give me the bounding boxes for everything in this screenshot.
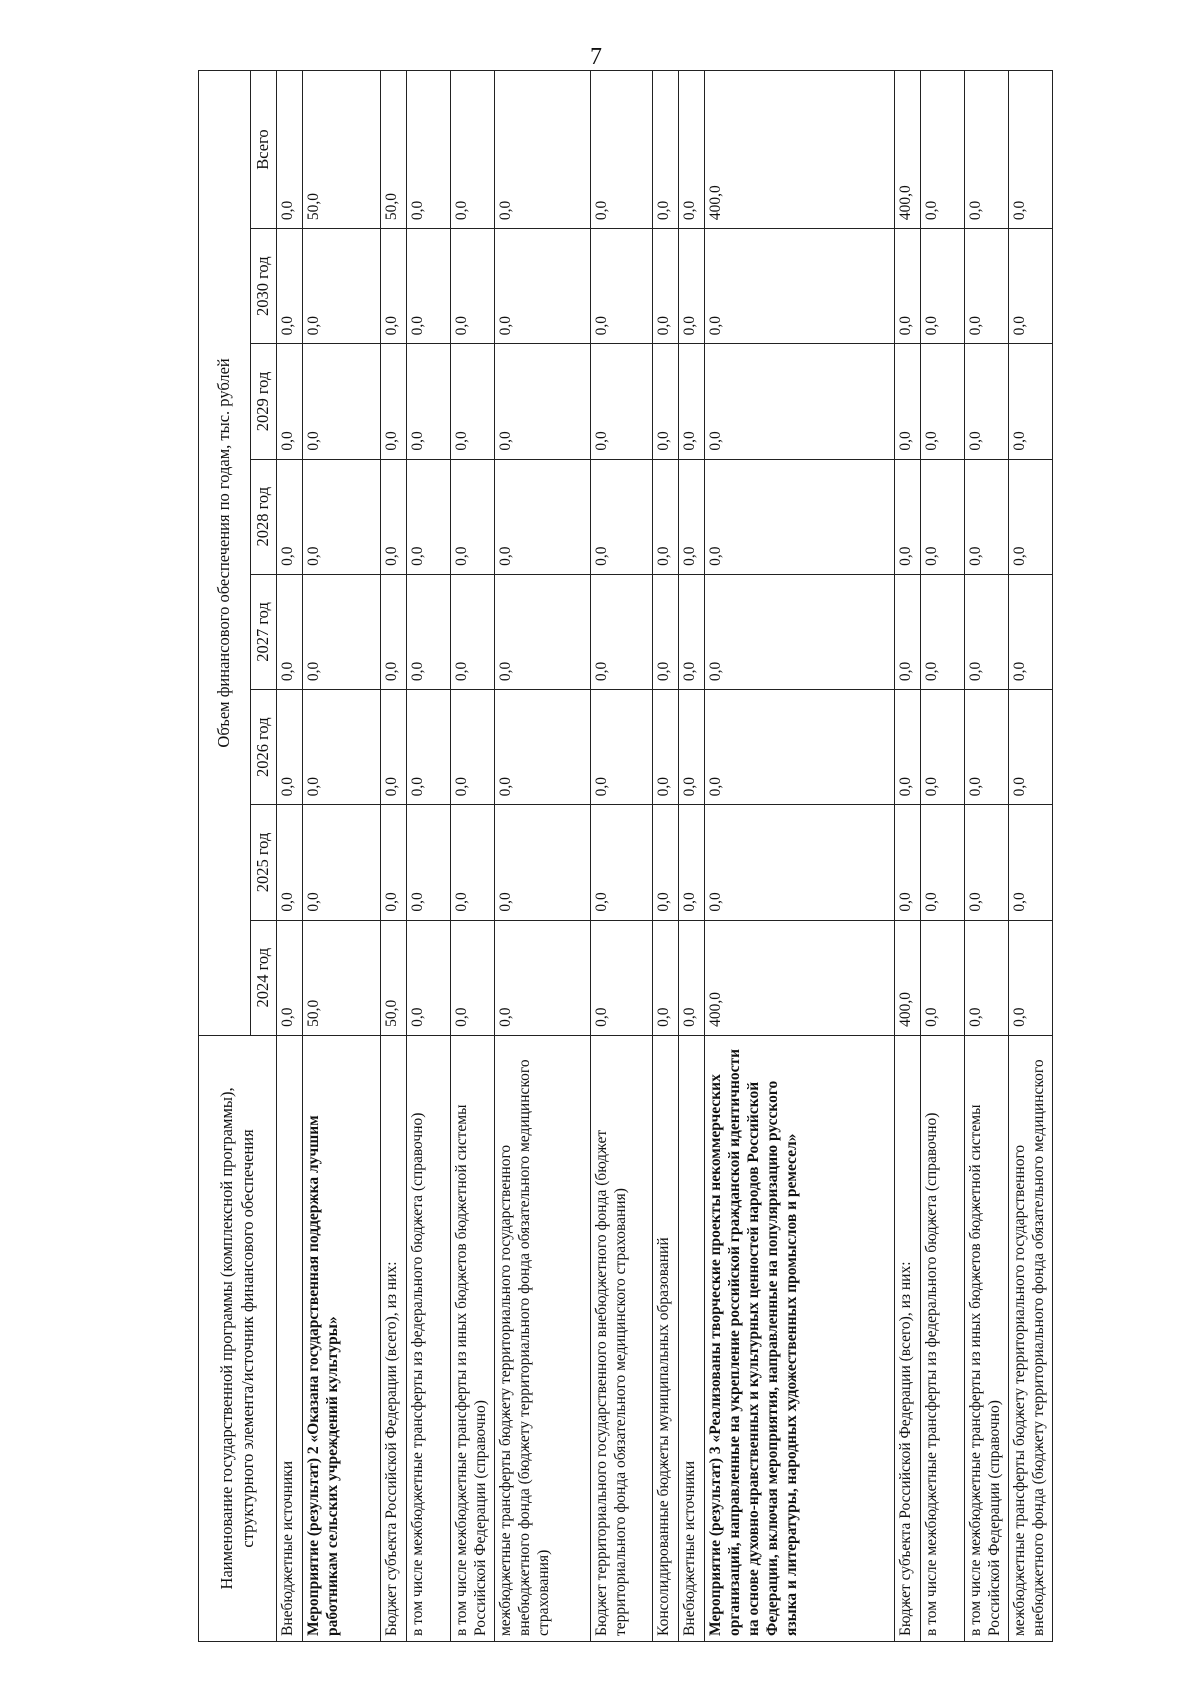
value-cell: 0,0 (653, 690, 679, 805)
value-cell: 0,0 (705, 805, 895, 920)
value-cell: 0,0 (965, 805, 1009, 920)
row-name-cell: Бюджет территориального государственного внебюджетного фонда (бюджет территориального фонда обязательного медицинского страхования) (591, 1035, 653, 1641)
value-cell: 50,0 (303, 920, 381, 1035)
value-cell: 0,0 (591, 805, 653, 920)
row-name-cell: межбюджетные трансферты бюджету территориального государственного внебюджетного фонда (бюджету территориального фонда обязательного медицинского (1009, 1035, 1053, 1641)
value-cell: 0,0 (653, 71, 679, 229)
row-name-cell: Бюджет субъекта Российской Федерации (всего), из них: (895, 1035, 921, 1641)
value-cell: 0,0 (381, 229, 407, 344)
value-cell: 0,0 (653, 920, 679, 1035)
row-name-cell: в том числе межбюджетные трансферты из федерального бюджета (справочно) (407, 1035, 451, 1641)
value-cell: 0,0 (495, 344, 591, 459)
value-cell: 0,0 (921, 71, 965, 229)
year-header: 2028 год (251, 459, 277, 574)
value-cell: 0,0 (705, 690, 895, 805)
value-cell: 0,0 (407, 344, 451, 459)
value-cell: 0,0 (1009, 344, 1053, 459)
value-cell: 0,0 (303, 229, 381, 344)
value-cell: 0,0 (451, 690, 495, 805)
value-cell: 0,0 (679, 574, 705, 689)
value-cell: 0,0 (591, 920, 653, 1035)
value-cell: 0,0 (451, 574, 495, 689)
value-cell: 50,0 (381, 71, 407, 229)
value-cell: 0,0 (407, 920, 451, 1035)
value-cell: 400,0 (705, 71, 895, 229)
value-cell: 0,0 (303, 574, 381, 689)
value-cell: 0,0 (679, 920, 705, 1035)
table-row (303, 71, 381, 1642)
value-cell: 0,0 (495, 459, 591, 574)
value-cell: 0,0 (277, 71, 303, 229)
value-cell: 0,0 (895, 805, 921, 920)
value-cell: 400,0 (705, 920, 895, 1035)
value-cell: 0,0 (679, 805, 705, 920)
value-cell: 0,0 (895, 344, 921, 459)
table-row (653, 71, 679, 1642)
year-header: 2029 год (251, 344, 277, 459)
value-cell: 0,0 (895, 574, 921, 689)
value-cell: 0,0 (1009, 574, 1053, 689)
value-cell: 0,0 (451, 344, 495, 459)
year-header: 2026 год (251, 690, 277, 805)
value-cell: 0,0 (451, 920, 495, 1035)
value-cell: 0,0 (495, 690, 591, 805)
year-header: 2025 год (251, 805, 277, 920)
value-cell: 0,0 (407, 574, 451, 689)
value-cell: 0,0 (381, 459, 407, 574)
value-cell: 0,0 (965, 690, 1009, 805)
financing-table (198, 70, 1053, 1642)
row-name-cell: Мероприятие (результат) 3 «Реализованы творческие проекты некоммерческих организаций, направленные на укрепление российской гражданской идентичности на основе духовно-нравственных и культурных ценностей народов Российской Федерации, включая мероприятия, направленные на популяризацию русского языка и литературы, народных художественных промыслов и ремесел» (705, 1035, 895, 1641)
value-cell: 0,0 (921, 344, 965, 459)
value-cell: 0,0 (653, 229, 679, 344)
value-cell: 0,0 (1009, 920, 1053, 1035)
value-cell: 0,0 (451, 459, 495, 574)
value-cell: 0,0 (591, 229, 653, 344)
table-row (705, 71, 895, 1642)
value-cell: 0,0 (705, 459, 895, 574)
row-name-cell: Внебюджетные источники (679, 1035, 705, 1641)
year-header: 2030 год (251, 229, 277, 344)
value-cell: 0,0 (679, 71, 705, 229)
value-cell: 0,0 (653, 574, 679, 689)
value-cell: 0,0 (895, 229, 921, 344)
row-name-cell: межбюджетные трансферты бюджету территориального государственного внебюджетного фонда (бюджету территориального фонда обязательного медицинского страхования) (495, 1035, 591, 1641)
page-number: 7 (590, 44, 602, 70)
value-cell: 0,0 (277, 805, 303, 920)
table-row (895, 71, 921, 1642)
rotated-table-wrapper (198, 70, 1088, 1642)
value-cell: 0,0 (679, 229, 705, 344)
value-cell: 0,0 (1009, 805, 1053, 920)
value-cell: 0,0 (679, 459, 705, 574)
row-name-cell: в том числе межбюджетные трансферты из иных бюджетов бюджетной системы Российской Федерации (справочно) (965, 1035, 1009, 1641)
value-cell: 0,0 (1009, 690, 1053, 805)
table-row (1009, 71, 1053, 1642)
value-cell: 0,0 (591, 459, 653, 574)
table-row (407, 71, 451, 1642)
value-cell: 0,0 (381, 805, 407, 920)
value-cell: 0,0 (921, 459, 965, 574)
value-cell: 50,0 (303, 71, 381, 229)
table-row (381, 71, 407, 1642)
value-cell: 0,0 (277, 459, 303, 574)
name-column-header: Наименование государственной программы (комплексной программы), структурного элемента/источник финансового обеспечения (199, 1035, 277, 1641)
value-cell: 0,0 (679, 344, 705, 459)
value-cell: 0,0 (1009, 71, 1053, 229)
value-cell: 0,0 (277, 229, 303, 344)
value-cell: 0,0 (495, 920, 591, 1035)
value-cell: 0,0 (591, 690, 653, 805)
value-cell: 0,0 (277, 690, 303, 805)
row-name-cell: Внебюджетные источники (277, 1035, 303, 1641)
row-name-cell: Мероприятие (результат) 2 «Оказана государственная поддержка лучшим работникам сельских учреждений культуры» (303, 1035, 381, 1641)
financing-group-header: Объем финансового обеспечения по годам, тыс. рублей (199, 71, 251, 1036)
value-cell: 0,0 (921, 229, 965, 344)
value-cell: 0,0 (591, 574, 653, 689)
value-cell: 0,0 (591, 71, 653, 229)
value-cell: 0,0 (495, 71, 591, 229)
value-cell: 0,0 (705, 229, 895, 344)
value-cell: 400,0 (895, 71, 921, 229)
value-cell: 0,0 (451, 229, 495, 344)
value-cell: 400,0 (895, 920, 921, 1035)
value-cell: 0,0 (921, 574, 965, 689)
table-row (591, 71, 653, 1642)
year-header: Всего (251, 71, 277, 229)
value-cell: 0,0 (277, 344, 303, 459)
value-cell: 0,0 (965, 344, 1009, 459)
value-cell: 0,0 (591, 344, 653, 459)
value-cell: 0,0 (1009, 229, 1053, 344)
value-cell: 0,0 (407, 459, 451, 574)
value-cell: 0,0 (705, 574, 895, 689)
value-cell: 0,0 (381, 690, 407, 805)
year-header: 2024 год (251, 920, 277, 1035)
value-cell: 0,0 (495, 805, 591, 920)
value-cell: 0,0 (921, 920, 965, 1035)
value-cell: 0,0 (921, 690, 965, 805)
value-cell: 0,0 (495, 229, 591, 344)
value-cell: 0,0 (277, 574, 303, 689)
value-cell: 0,0 (679, 690, 705, 805)
table-row (965, 71, 1009, 1642)
row-name-cell: Бюджет субъекта Российской Федерации (всего), из них: (381, 1035, 407, 1641)
value-cell: 50,0 (381, 920, 407, 1035)
value-cell: 0,0 (653, 805, 679, 920)
table-row (679, 71, 705, 1642)
row-name-cell: в том числе межбюджетные трансферты из федерального бюджета (справочно) (921, 1035, 965, 1641)
value-cell: 0,0 (495, 574, 591, 689)
value-cell: 0,0 (653, 459, 679, 574)
value-cell: 0,0 (705, 344, 895, 459)
value-cell: 0,0 (381, 574, 407, 689)
value-cell: 0,0 (921, 805, 965, 920)
value-cell: 0,0 (381, 344, 407, 459)
value-cell: 0,0 (407, 805, 451, 920)
value-cell: 0,0 (303, 459, 381, 574)
value-cell: 0,0 (451, 71, 495, 229)
value-cell: 0,0 (895, 459, 921, 574)
year-header: 2027 год (251, 574, 277, 689)
value-cell: 0,0 (653, 344, 679, 459)
value-cell: 0,0 (1009, 459, 1053, 574)
row-name-cell: в том числе межбюджетные трансферты из иных бюджетов бюджетной системы Российской Федерации (справочно) (451, 1035, 495, 1641)
value-cell: 0,0 (303, 805, 381, 920)
value-cell: 0,0 (277, 920, 303, 1035)
value-cell: 0,0 (965, 71, 1009, 229)
value-cell: 0,0 (407, 229, 451, 344)
table-row (277, 71, 303, 1642)
table-row (451, 71, 495, 1642)
value-cell: 0,0 (965, 459, 1009, 574)
value-cell: 0,0 (451, 805, 495, 920)
value-cell: 0,0 (407, 690, 451, 805)
value-cell: 0,0 (895, 690, 921, 805)
value-cell: 0,0 (965, 920, 1009, 1035)
value-cell: 0,0 (965, 229, 1009, 344)
value-cell: 0,0 (965, 574, 1009, 689)
value-cell: 0,0 (303, 690, 381, 805)
table-row (921, 71, 965, 1642)
row-name-cell: Консолидированные бюджеты муниципальных образований (653, 1035, 679, 1641)
value-cell: 0,0 (303, 344, 381, 459)
table-row (495, 71, 591, 1642)
value-cell: 0,0 (407, 71, 451, 229)
